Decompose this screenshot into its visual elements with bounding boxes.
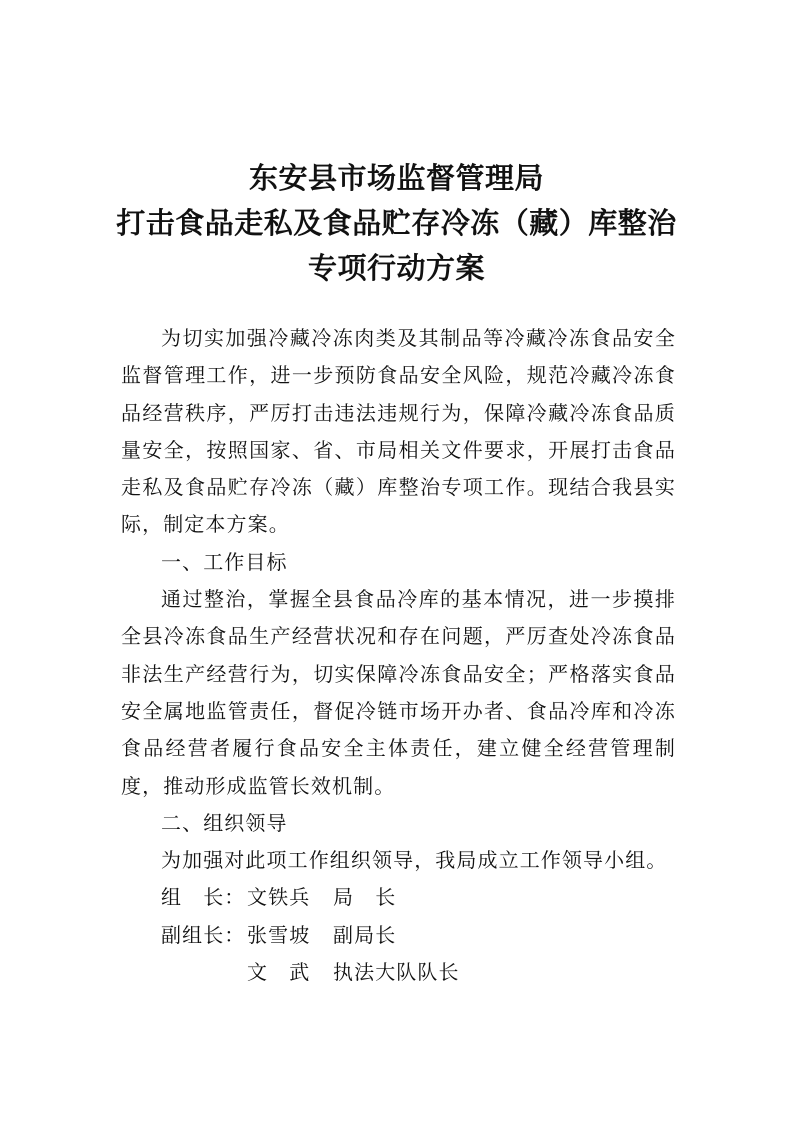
member-row-deputy-2 — [121, 954, 676, 991]
member-position: 局 长 — [333, 885, 397, 910]
goals-paragraph: 通过整治，掌握全县食品冷库的基本情况，进一步摸排全县冷冻食品生产经营状况和存在问题，严厉查处冷冻食品非法生产经营行为，切实保障冷冻食品安全；严格落实食品安全属地监管责任，督促冷链市场开办者、食品冷库和冷冻食品经营者履行食品安全主体责任，建立健全经营管理制度，推动形成监管长效机制。 — [121, 587, 676, 798]
document-title — [0, 156, 793, 291]
member-name: 文铁兵 — [247, 885, 311, 910]
title-line-2: 打击食品走私及食品贮存冷冻（藏）库整治 — [116, 206, 677, 240]
organization-paragraph: 为加强对此项工作组织领导，我局成立工作领导小组。 — [161, 848, 668, 873]
document-body — [121, 320, 676, 991]
member-name: 张雪坡 — [247, 922, 311, 947]
section-heading-organization: 二、组织领导 — [161, 810, 288, 835]
section-heading-goals: 一、工作目标 — [161, 549, 288, 574]
title-line-1: 东安县市场监督管理局 — [248, 161, 544, 195]
member-role: 组 长： — [161, 885, 246, 910]
title-line-3: 专项行动方案 — [307, 251, 485, 285]
intro-paragraph: 为切实加强冷藏冷冻肉类及其制品等冷藏冷冻食品安全监督管理工作，进一步预防食品安全风险，规范冷藏冷冻食品经营秩序，严厉打击违法违规行为，保障冷藏冷冻食品质量安全，按照国家、省、市局相关文件要求，开展打击食品走私及食品贮存冷冻（藏）库整治专项工作。现结合我县实际，制定本方案。 — [121, 326, 676, 537]
member-row-deputy — [121, 917, 676, 954]
member-position: 副局长 — [333, 922, 397, 947]
member-row-leader — [121, 879, 676, 916]
member-name: 文 武 — [247, 960, 311, 985]
member-role: 副组长： — [161, 922, 246, 947]
member-position: 执法大队队长 — [333, 960, 460, 985]
